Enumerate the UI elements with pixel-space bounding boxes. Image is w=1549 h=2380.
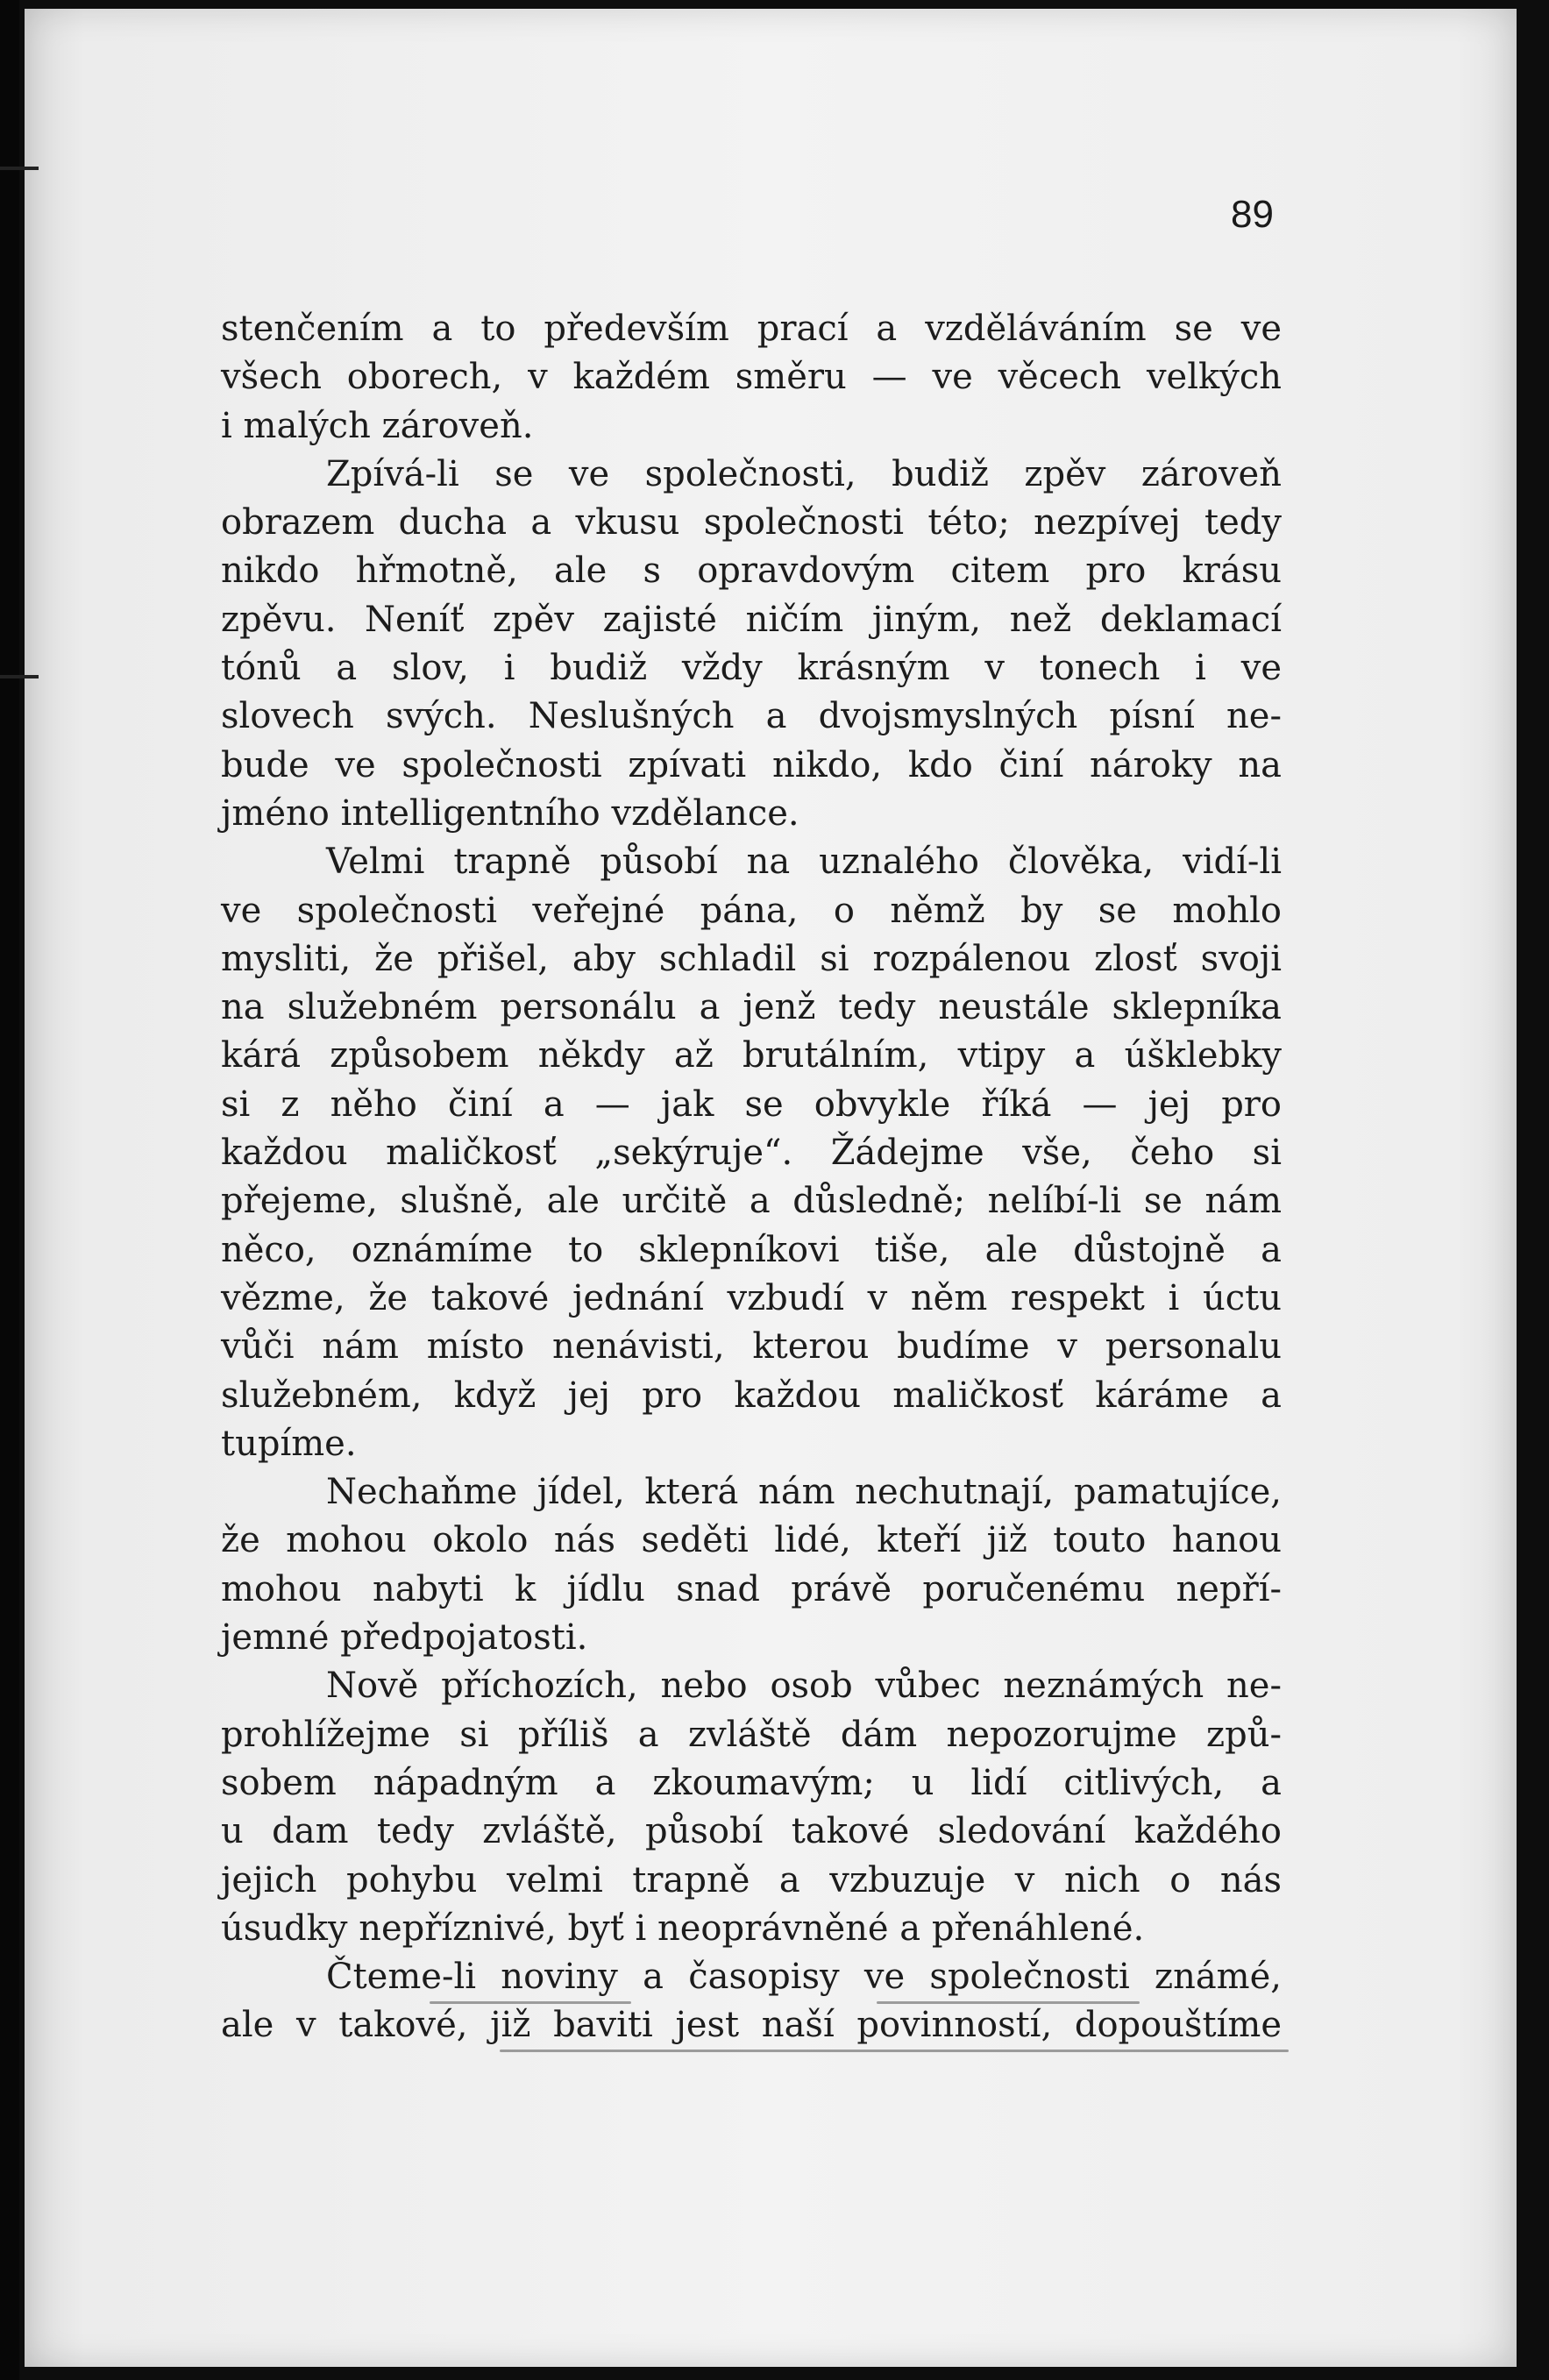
text-line: sobem nápadným a zkoumavým; u lidí citlivých, a <box>221 1762 1282 1803</box>
text-line: něco, oznámíme to sklepníkovi tiše, ale důstojně a <box>221 1229 1282 1270</box>
text-line: slovech svých. Neslušných a dvojsmyslných písní ne- <box>221 696 1282 737</box>
text-line: že mohou okolo nás seděti lidé, kteří již touto hanou <box>221 1520 1282 1561</box>
text-line: ale v takové, již baviti jest naší povinností, dopouštíme <box>221 2005 1282 2046</box>
text-line: mohou nabyti k jídlu snad právě poručenému nepří- <box>221 1568 1282 1609</box>
text-line: ve společnosti veřejné pána, o němž by se mohlo <box>221 890 1282 931</box>
text-line: jméno intelligentního vzdělance. <box>221 792 799 834</box>
text-line: jemné předpojatosti. <box>221 1617 588 1659</box>
body-text <box>221 305 1282 2050</box>
pencil-underline-mark <box>430 2001 631 2004</box>
text-line: bude ve společnosti zpívati nikdo, kdo činí nároky na <box>221 744 1282 785</box>
text-line: nikdo hřmotně, ale s opravdovým citem pro krásu <box>221 551 1282 592</box>
binding-thread-mark <box>0 675 39 678</box>
text-line: Zpívá-li se ve společnosti, budiž zpěv zároveň <box>326 453 1282 494</box>
text-line: Čteme-li noviny a časopisy ve společnosti známé, <box>326 1957 1282 1998</box>
text-line: na služebném personálu a jenž tedy neustále sklepníka <box>221 987 1282 1028</box>
text-line: každou maličkosť „sekýruje“. Žádejme vše, čeho si <box>221 1133 1282 1174</box>
text-line: všech oborech, v každém směru — ve věcech velkých <box>221 357 1282 398</box>
text-line: kárá způsobem někdy až brutálním, vtipy a úšklebky <box>221 1035 1282 1076</box>
text-line: Nechaňme jídel, která nám nechutnají, pamatujíce, <box>326 1472 1282 1513</box>
text-line: zpěvu. Neníť zpěv zajisté ničím jiným, než deklamací <box>221 599 1282 640</box>
text-line: úsudky nepříznivé, byť i neoprávněné a přenáhlené. <box>221 1908 1145 1949</box>
text-line: obrazem ducha a vkusu společnosti této; nezpívej tedy <box>221 502 1282 543</box>
text-line: jejich pohybu velmi trapně a vzbuzuje v nich o nás <box>221 1859 1282 1900</box>
pencil-underline-mark <box>877 2001 1140 2004</box>
text-line: i malých zároveň. <box>221 405 534 446</box>
text-line: stenčením a to především prací a vzděláváním se ve <box>221 309 1282 349</box>
text-line: prohlížejme si příliš a zvláště dám nepozorujme způ- <box>221 1714 1282 1755</box>
pencil-underline-mark <box>500 2050 1289 2052</box>
binding-thread-mark <box>0 167 39 170</box>
text-line: u dam tedy zvláště, působí takové sledování každého <box>221 1811 1282 1852</box>
page-number: 89 <box>1231 193 1274 236</box>
book-spine <box>0 0 19 2380</box>
text-line: tónů a slov, i budiž vždy krásným v tonech i ve <box>221 648 1282 689</box>
text-line: vůči nám místo nenávisti, kterou budíme v personalu <box>221 1326 1282 1368</box>
text-line: tupíme. <box>221 1423 357 1464</box>
text-line: přejeme, slušně, ale určitě a důsledně; nelíbí-li se nám <box>221 1181 1282 1222</box>
text-line: Velmi trapně působí na uznalého člověka, vidí-li <box>326 842 1282 883</box>
text-line: Nově příchozích, nebo osob vůbec neznámých ne- <box>326 1666 1282 1707</box>
text-line: služebném, když jej pro každou maličkosť káráme a <box>221 1375 1282 1416</box>
text-line: si z něho činí a — jak se obvykle říká — jej pro <box>221 1083 1282 1125</box>
text-line: mysliti, že přišel, aby schladil si rozpálenou zlosť svoji <box>221 938 1282 979</box>
text-line: vězme, že takové jednání vzbudí v něm respekt i úctu <box>221 1277 1282 1318</box>
